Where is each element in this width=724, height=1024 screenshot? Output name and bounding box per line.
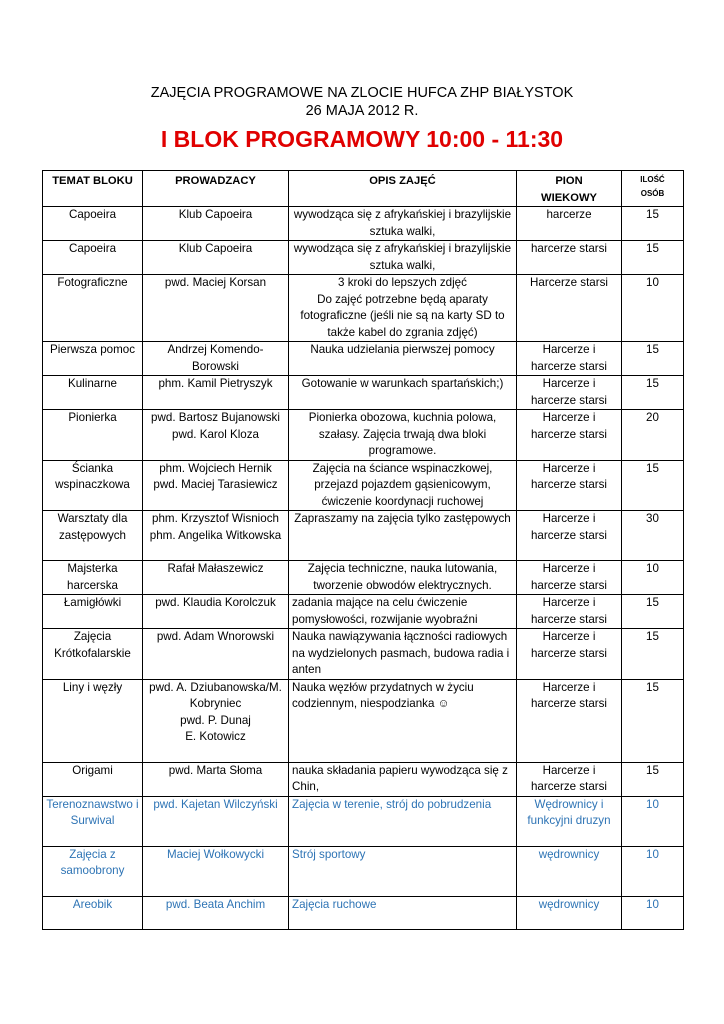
cell-temat: Pionierka <box>43 410 143 461</box>
cell-opis: Zajęcia ruchowe <box>289 896 517 929</box>
cell-prowadzacy: Andrzej Komendo-Borowski <box>143 342 289 376</box>
cell-opis: Nauka węzłów przydatnych w życiu codziennym, niespodzianka ☺ <box>289 679 517 762</box>
cell-ilosc: 15 <box>622 460 684 511</box>
table-header-row <box>43 171 684 207</box>
cell-temat: Capoeira <box>43 207 143 241</box>
cell-prowadzacy: phm. Kamil Pietryszyk <box>143 376 289 410</box>
cell-opis: wywodząca się z afrykańskiej i brazylijskie sztuka walki, <box>289 207 517 241</box>
cell-prowadzacy: pwd. Beata Anchim <box>143 896 289 929</box>
cell-opis: Nauka nawiązywania łączności radiowych na wydzielonych pasmach, budowa radia i anten <box>289 629 517 680</box>
cell-opis: zadania mające na celu ćwiczenie pomysłowości, rozwijanie wyobraźni <box>289 595 517 629</box>
cell-pion: Harcerze i harcerze starsi <box>517 561 622 595</box>
cell-temat: Kulinarne <box>43 376 143 410</box>
cell-temat: Zajęcia z samoobrony <box>43 846 143 896</box>
table-row <box>43 376 684 410</box>
cell-opis: nauka składania papieru wywodząca się z Chin, <box>289 762 517 796</box>
table-row <box>43 207 684 241</box>
table-row <box>43 629 684 680</box>
cell-ilosc: 15 <box>622 207 684 241</box>
cell-ilosc: 15 <box>622 762 684 796</box>
cell-temat: Ścianka wspinaczkowa <box>43 460 143 511</box>
schedule-table <box>42 170 684 930</box>
table-row <box>43 241 684 275</box>
cell-pion: Harcerze starsi <box>517 275 622 342</box>
table-row <box>43 846 684 896</box>
cell-pion: Wędrownicy i funkcyjni druzyn <box>517 796 622 846</box>
cell-prowadzacy: pwd. Marta Słoma <box>143 762 289 796</box>
cell-opis: Pionierka obozowa, kuchnia polowa, szałasy. Zajęcia trwają dwa bloki programowe. <box>289 410 517 461</box>
cell-pion: harcerze starsi <box>517 241 622 275</box>
cell-pion: wędrownicy <box>517 846 622 896</box>
page-header <box>0 84 724 154</box>
table-row <box>43 511 684 561</box>
cell-ilosc: 15 <box>622 679 684 762</box>
event-date: 26 MAJA 2012 R. <box>305 103 419 119</box>
cell-prowadzacy: phm. Krzysztof Wisnioch phm. Angelika Witkowska <box>143 511 289 561</box>
table-row <box>43 796 684 846</box>
cell-pion: Harcerze i harcerze starsi <box>517 629 622 680</box>
table-row <box>43 896 684 929</box>
cell-opis: Zajęcia techniczne, nauka lutowania, tworzenie obwodów elektrycznych. <box>289 561 517 595</box>
table-row <box>43 595 684 629</box>
cell-prowadzacy: pwd. Bartosz Bujanowski pwd. Karol Kloza <box>143 410 289 461</box>
cell-pion: Harcerze i harcerze starsi <box>517 679 622 762</box>
cell-ilosc: 10 <box>622 561 684 595</box>
cell-temat: Origami <box>43 762 143 796</box>
cell-temat: Terenoznawstwo i Surwival <box>43 796 143 846</box>
cell-prowadzacy: phm. Wojciech Hernik pwd. Maciej Tarasiewicz <box>143 460 289 511</box>
cell-prowadzacy: Klub Capoeira <box>143 241 289 275</box>
cell-pion: Harcerze i harcerze starsi <box>517 460 622 511</box>
cell-pion: Harcerze i harcerze starsi <box>517 342 622 376</box>
cell-pion: wędrownicy <box>517 896 622 929</box>
cell-ilosc: 15 <box>622 342 684 376</box>
cell-opis: Zajęcia na ściance wspinaczkowej, przejazd pojazdem gąsienicowym, ćwiczenie koordynacji ruchowej <box>289 460 517 511</box>
table-row <box>43 762 684 796</box>
cell-opis: Zajęcia w terenie, strój do pobrudzenia <box>289 796 517 846</box>
cell-opis: Zapraszamy na zajęcia tylko zastępowych <box>289 511 517 561</box>
cell-pion: Harcerze i harcerze starsi <box>517 762 622 796</box>
cell-ilosc: 20 <box>622 410 684 461</box>
cell-temat: Warsztaty dla zastępowych <box>43 511 143 561</box>
cell-ilosc: 10 <box>622 846 684 896</box>
cell-ilosc: 30 <box>622 511 684 561</box>
column-header-temat: TEMAT BLOKU <box>43 171 143 207</box>
cell-temat: Liny i węzły <box>43 679 143 762</box>
cell-temat: Areobik <box>43 896 143 929</box>
cell-ilosc: 15 <box>622 376 684 410</box>
table-row <box>43 460 684 511</box>
cell-opis: 3 kroki do lepszych zdjęć Do zajęć potrzebne będą aparaty fotograficzne (jeśli nie są na karty SD to także kabel do zgrania zdjęć) <box>289 275 517 342</box>
cell-ilosc: 15 <box>622 241 684 275</box>
cell-ilosc: 10 <box>622 796 684 846</box>
column-header-prowadzacy: PROWADZACY <box>143 171 289 207</box>
column-header-opis: OPIS ZAJĘĆ <box>289 171 517 207</box>
cell-prowadzacy: Maciej Wołkowycki <box>143 846 289 896</box>
table-row <box>43 410 684 461</box>
cell-prowadzacy: pwd. Kajetan Wilczyński <box>143 796 289 846</box>
cell-ilosc: 10 <box>622 896 684 929</box>
cell-pion: Harcerze i harcerze starsi <box>517 410 622 461</box>
cell-prowadzacy: Rafał Małaszewicz <box>143 561 289 595</box>
cell-opis: Gotowanie w warunkach spartańskich;) <box>289 376 517 410</box>
cell-temat: Majsterka harcerska <box>43 561 143 595</box>
cell-pion: Harcerze i harcerze starsi <box>517 511 622 561</box>
cell-prowadzacy: pwd. Klaudia Korolczuk <box>143 595 289 629</box>
table-row <box>43 342 684 376</box>
table-row <box>43 561 684 595</box>
cell-temat: Capoeira <box>43 241 143 275</box>
cell-temat: Pierwsza pomoc <box>43 342 143 376</box>
cell-prowadzacy: pwd. A. Dziubanowska/M. Kobryniec pwd. P. Dunaj E. Kotowicz <box>143 679 289 762</box>
cell-pion: harcerze <box>517 207 622 241</box>
cell-opis: Nauka udzielania pierwszej pomocy <box>289 342 517 376</box>
column-header-ilosc: ILOŚĆ OSÓB <box>622 171 684 207</box>
cell-pion: Harcerze i harcerze starsi <box>517 376 622 410</box>
cell-prowadzacy: Klub Capoeira <box>143 207 289 241</box>
cell-temat: Fotograficzne <box>43 275 143 342</box>
event-title: ZAJĘCIA PROGRAMOWE NA ZLOCIE HUFCA ZHP BIAŁYSTOK <box>150 85 574 101</box>
cell-temat: Zajęcia Krótkofalarskie <box>43 629 143 680</box>
cell-prowadzacy: pwd. Maciej Korsan <box>143 275 289 342</box>
column-header-pion: PION WIEKOWY <box>517 171 622 207</box>
block-title: I BLOK PROGRAMOWY 10:00 - 11:30 <box>160 126 564 152</box>
cell-temat: Łamigłówki <box>43 595 143 629</box>
cell-prowadzacy: pwd. Adam Wnorowski <box>143 629 289 680</box>
cell-ilosc: 15 <box>622 595 684 629</box>
cell-opis: wywodząca się z afrykańskiej i brazylijskie sztuka walki, <box>289 241 517 275</box>
cell-ilosc: 15 <box>622 629 684 680</box>
cell-pion: Harcerze i harcerze starsi <box>517 595 622 629</box>
table-row <box>43 275 684 342</box>
cell-opis: Strój sportowy <box>289 846 517 896</box>
table-row <box>43 679 684 762</box>
cell-ilosc: 10 <box>622 275 684 342</box>
